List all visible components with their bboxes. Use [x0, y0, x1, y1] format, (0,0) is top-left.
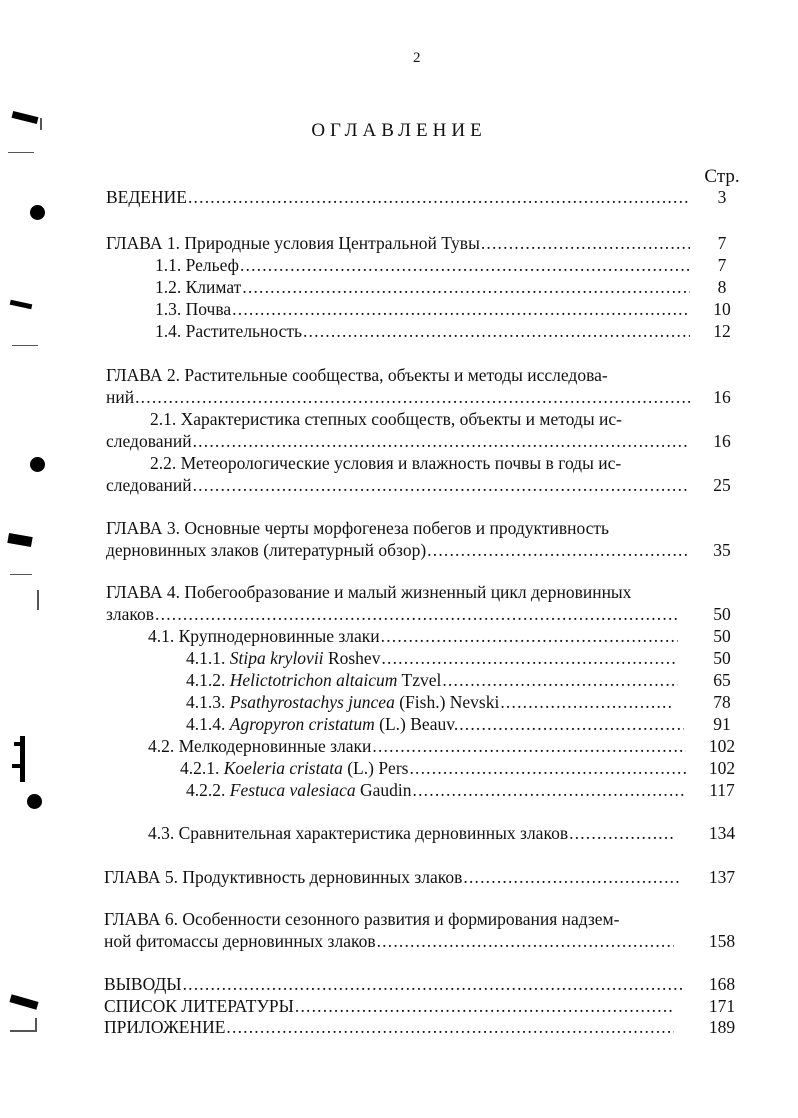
toc-entry-section-4-1-1: [186, 647, 731, 669]
toc-entry-section-2-1-line1: 2.1. Характеристика степных сообществ, объекты и методы ис-: [150, 409, 622, 429]
toc-entry-label: ГЛАВА 1. Природные условия Центральной Тувы: [106, 233, 480, 253]
species-name: Festuca valesiaca: [229, 780, 356, 800]
toc-entry-label: злаков: [106, 604, 155, 624]
page-number: 2: [413, 50, 421, 66]
toc-entry-number: 4.1.4.: [186, 714, 226, 734]
toc-entry-chapter-4-line1: ГЛАВА 4. Побегообразование и малый жизненный цикл дерновинных: [106, 582, 632, 602]
toc-entry-label: ВЕДЕНИЕ: [106, 187, 187, 207]
toc-page-number: 65: [713, 670, 731, 690]
scan-mark: [12, 345, 38, 346]
binder-hole: [27, 794, 42, 809]
toc-page-number: 3: [717, 187, 727, 207]
toc-entry-section-2-1: [106, 430, 731, 452]
toc-page-number: 25: [713, 475, 731, 495]
toc-page-number: 137: [708, 867, 736, 887]
toc-entry-label: СПИСОК ЛИТЕРАТУРЫ: [104, 996, 294, 1016]
binder-hole: [30, 205, 45, 220]
toc-entry-chapter-2-line1: ГЛАВА 2. Растительные сообщества, объекты и методы исследова-: [106, 365, 608, 385]
toc-entry-appendix: [104, 1016, 736, 1038]
toc-entry-label: 4.1. Крупнодерновинные злаки: [148, 626, 380, 646]
binder-hole: [30, 457, 45, 472]
toc-entry-label: ВЫВОДЫ: [104, 974, 182, 994]
scan-mark: [9, 994, 38, 1009]
toc-entry-number: 4.1.2.: [186, 670, 226, 690]
toc-entry-label: ной фитомассы дерновинных злаков: [104, 931, 376, 951]
scan-mark: [14, 742, 20, 746]
species-name: Koeleria cristata: [223, 758, 343, 778]
toc-entry-section-4-3: [148, 822, 736, 844]
toc-entry-label: ний: [106, 387, 135, 407]
toc-page-number: 8: [717, 277, 727, 297]
species-name: Helictotrichon altaicum: [229, 670, 398, 690]
toc-entry-label: 1.4. Растительность: [155, 321, 302, 341]
species-author: (L.) Pers: [347, 758, 409, 778]
species-name: Stipa krylovii: [229, 648, 324, 668]
scan-mark: [7, 533, 32, 547]
scan-mark: [40, 118, 42, 130]
toc-page-number: 102: [708, 736, 736, 756]
toc-entry-label: 4.2. Мелкодерновинные злаки: [148, 736, 372, 756]
toc-entry-section-4-2-2: [186, 779, 735, 801]
toc-entry-section-4-1-3: [186, 691, 731, 713]
toc-entry-chapter-6: [104, 930, 736, 952]
toc-entry-number: 4.1.1.: [186, 648, 226, 668]
toc-entry-label: 1.3. Почва: [155, 299, 232, 319]
scan-mark: [10, 574, 32, 575]
toc-entry-section-1-1: [155, 254, 727, 276]
page-column-header: Стр.: [704, 166, 740, 187]
species-author: Tzvel: [401, 670, 442, 690]
toc-entry-section-2-2-line1: 2.2. Метеорологические условия и влажность почвы в годы ис-: [150, 453, 622, 473]
toc-entry-number: 4.2.2.: [186, 780, 226, 800]
toc-entry-chapter-2: [106, 386, 731, 408]
toc-entry-section-4-1: [148, 625, 731, 647]
species-author: Roshev: [327, 648, 381, 668]
toc-entry-intro: [106, 186, 727, 208]
toc-entry-section-4-1-2: [186, 669, 731, 691]
toc-entry-chapter-6-line1: ГЛАВА 6. Особенности сезонного развития и формирования надзем-: [104, 909, 620, 929]
toc-entry-section-4-2-1: [180, 757, 736, 779]
scan-mark: [35, 1018, 37, 1032]
toc-entry-chapter-5: [104, 866, 736, 888]
page-title: ОГЛАВЛЕНИЕ: [311, 120, 487, 141]
toc-page-number: 12: [713, 321, 731, 341]
toc-entry-label: ПРИЛОЖЕНИЕ: [104, 1017, 226, 1037]
toc-entry-conclusions: [104, 973, 736, 995]
toc-entry-section-4-1-4: [186, 713, 731, 735]
toc-entry-section-4-2: [148, 735, 736, 757]
toc-page-number: 189: [708, 1017, 736, 1037]
toc-page-number: 117: [709, 780, 735, 800]
species-author: Gaudin: [359, 780, 412, 800]
scan-mark: [12, 764, 20, 768]
scan-mark: [10, 1030, 36, 1032]
toc-entry-section-1-2: [155, 276, 727, 298]
toc-entry-chapter-4: [106, 603, 731, 625]
toc-page-number: 78: [713, 692, 731, 712]
toc-page-number: 158: [708, 931, 736, 951]
toc-page-number: 50: [713, 604, 731, 624]
toc-page-number: 16: [713, 431, 731, 451]
scan-mark: [8, 152, 34, 153]
toc-page-number: 171: [708, 996, 736, 1016]
toc-entry-label: 4.3. Сравнительная характеристика дерновинных злаков: [148, 823, 569, 843]
toc-page-number: 7: [717, 255, 727, 275]
toc-entry-section-1-3: [155, 298, 731, 320]
toc-entry-chapter-1: [106, 232, 727, 254]
toc-page-number: 50: [713, 626, 731, 646]
toc-entry-section-2-2: [106, 474, 731, 496]
toc-entry-number: 4.1.3.: [186, 692, 226, 712]
species-author: (L.) Beauv.: [379, 714, 459, 734]
toc-entry-section-1-4: [155, 320, 731, 342]
toc-entry-number: 4.2.1.: [180, 758, 220, 778]
toc-entry-label: дерновинных злаков (литературный обзор): [106, 540, 427, 560]
toc-page-number: 168: [708, 974, 736, 994]
toc-page-number: 16: [713, 387, 731, 407]
toc-page-number: 7: [717, 233, 727, 253]
toc-entry-label: следований: [106, 475, 192, 495]
toc-page-number: 35: [713, 540, 731, 560]
species-author: (Fish.) Nevski: [399, 692, 500, 712]
toc-page-number: 91: [713, 714, 731, 734]
toc-entry-references: [104, 995, 736, 1017]
toc-entry-chapter-3-line1: ГЛАВА 3. Основные черты морфогенеза побегов и продуктивность: [106, 518, 610, 538]
species-name: Agropyron cristatum: [229, 714, 375, 734]
toc-entry-label: 1.2. Климат: [155, 277, 242, 297]
toc-page-number: 10: [713, 299, 731, 319]
toc-page-number: 50: [713, 648, 731, 668]
toc-page-number: 102: [708, 758, 736, 778]
toc-entry-label: 1.1. Рельеф: [155, 255, 239, 275]
species-name: Psathyrostachys juncea: [229, 692, 395, 712]
scan-mark: [10, 300, 33, 309]
scan-mark: [37, 590, 39, 610]
toc-entry-label: следований: [106, 431, 192, 451]
toc-page-number: 134: [708, 823, 736, 843]
scan-mark: [20, 736, 25, 782]
toc-entry-label: ГЛАВА 5. Продуктивность дерновинных злаков: [104, 867, 463, 887]
toc-entry-chapter-3: [106, 539, 731, 561]
